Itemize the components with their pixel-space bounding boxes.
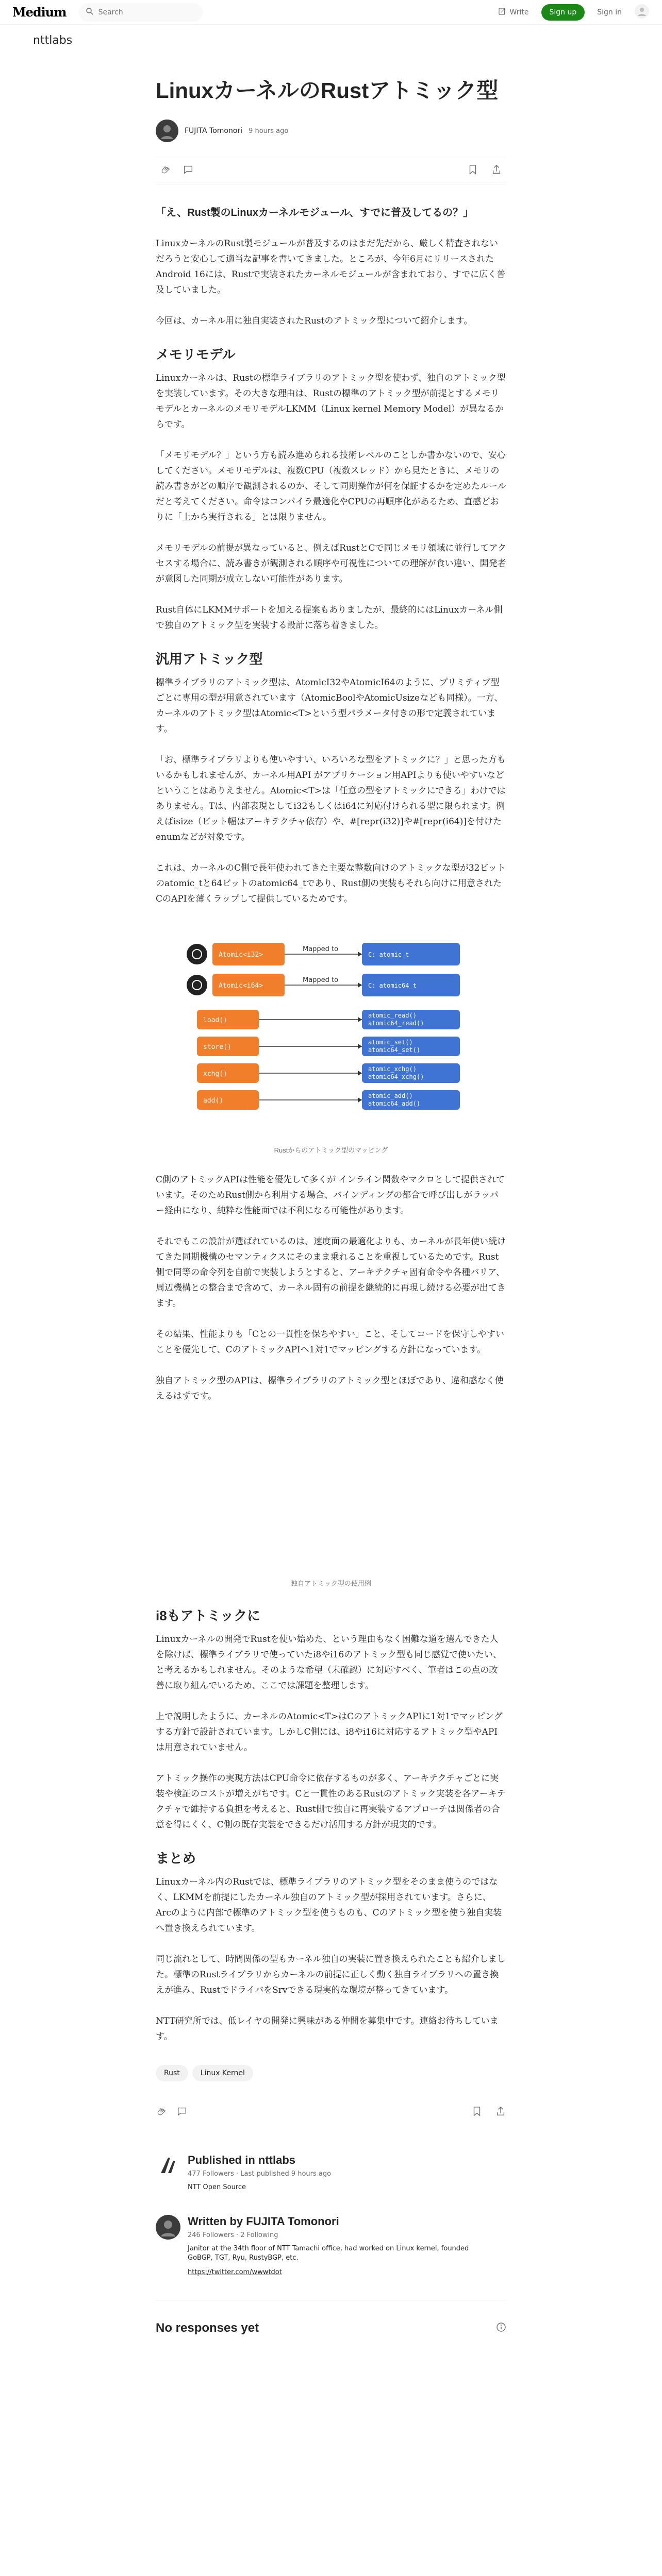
diagram-right-label: atomic_add() (368, 1092, 413, 1099)
atomic-mapping-diagram (176, 922, 486, 1139)
article (156, 77, 506, 2335)
publication-followers: 477 Followers (188, 2170, 234, 2178)
diagram-right-label: atomic64_set() (368, 1046, 421, 1054)
section-heading-i8: i8もアトミックに (156, 1608, 261, 1623)
diagram-left-label: xchg() (203, 1070, 227, 1078)
article-title: LinuxカーネルのRustアトミック型 (156, 78, 499, 103)
published-in-title[interactable]: Published in nttlabs (188, 2154, 296, 2166)
paragraph: NTT研究所では、低レイヤの開発に興味がある仲間を募集中です。連絡お待ちしています。 (156, 2016, 499, 2042)
author-avatar[interactable] (156, 120, 178, 142)
responses-title: No responses yet (156, 2321, 259, 2335)
mapped-to-label: Mapped to (303, 945, 339, 953)
mapping-figure (156, 922, 506, 1155)
rust-logo-icon (187, 944, 207, 964)
comment-button[interactable] (183, 164, 194, 177)
diagram-right-label: C: atomic_t (368, 951, 409, 958)
section-heading-memory-model: メモリモデル (156, 347, 236, 362)
paragraph: Linuxカーネルは、Rustの標準ライブラリのアトミック型を使わず、独自のアトミック型を実装しています。その大きな理由は、Rustの標準のアトミック型が前提とするメモリモデルとカーネルのメモリモデルLKMM（Linux kernel Memory Model）が異なるからです。 (156, 373, 506, 430)
diagram-arrow-head (358, 1097, 362, 1103)
rust-logo-icon (187, 975, 207, 995)
author-avatar-large[interactable] (156, 2215, 180, 2277)
author-link[interactable]: https://twitter.com/wwwtdot (188, 2268, 282, 2276)
diagram-right-label: atomic_read() (368, 1012, 417, 1019)
share-icon[interactable] (495, 2106, 506, 2119)
search-icon (85, 7, 94, 18)
user-icon[interactable] (634, 4, 650, 21)
publication-name[interactable]: nttlabs (33, 33, 73, 47)
diagram-right-label: atomic64_add() (368, 1100, 421, 1107)
paragraph: 上で説明したように、カーネルのAtomic<T>はCのアトミックAPIに1対1でマッピングする方針で設計されています。しかしC側には、i8やi16に対応するアトミック型やAPIは用意されていません。 (156, 1711, 503, 1753)
diagram-right-label: atomic64_xchg() (368, 1073, 424, 1080)
diagram-arrow-head (358, 1071, 362, 1076)
paragraph: メモリモデルの前提が異なっていると、例えばRustとCで同じメモリ領域に並行してアクセスする場合に、読み書きが観測される順序や可視性についての理解が食い違い、開発者が意図した同期が成立しない可能性があります。 (156, 543, 506, 584)
figure-caption: 独自アトミック型の使用例 (291, 1580, 371, 1587)
author-followers[interactable]: 246 Followers (188, 2231, 234, 2239)
diagram-left-label: load() (203, 1016, 227, 1024)
medium-logo[interactable]: Medium (12, 5, 67, 20)
diagram-arrow-head (358, 952, 362, 957)
diagram-arrow-head (358, 1017, 362, 1022)
paragraph: 独自アトミック型のAPIは、標準ライブラリのアトミック型とほぼであり、違和感なく使えるはずです。 (156, 1376, 504, 1401)
paragraph: それでもこの設計が選ばれているのは、速度面の最適化よりも、カーネルが長年使い続けてきた同期機構のセマンティクスにそのまま乗れることを重視しているためです。Rust側で同等の命令列を自前で実装しようとすると、アーキテクチャ固有命令や各種バリア、周辺機構との整合まで含めて、カーネル固有の前提を継続的に再現し続ける必要が出てきます。 (156, 1236, 506, 1309)
publication-card: Published in nttlabs 477 Followers · Last published 9 hours ago NTT Open Source (156, 2154, 506, 2192)
lead-paragraph: 「え、Rust製のLinuxカーネルモジュール、すでに普及してるの？」 (156, 207, 474, 218)
paragraph: 同じ流れとして、時間関係の型もカーネル独自の実装に置き換えられたことも紹介しました。標準のRustライブラリからカーネルの前提に正しく動く独自ライブラリへの置き換えが進み、RustでドライバをSrvできる現実的な環境が整ってきています。 (156, 1954, 506, 1995)
info-icon[interactable] (496, 2322, 506, 2334)
paragraph: アトミック操作の実現方法はCPU命令に依存するものが多く、アーキテクチャごとに実装や検証のコストが増えがちです。Cと一貫性のあるRustのアトミック実装を各アーキテクチャで維持する負担を考えると、Rust側で独自に再実装するアプローチは関係者の合意を得にくく、C側の既存実装をできるだけ活用する方針が現実的です。 (156, 1773, 506, 1830)
diagram-left-label: store() (203, 1043, 231, 1051)
diagram-right-label: atomic_xchg() (368, 1065, 417, 1073)
diagram-left-label: Atomic<i64> (219, 982, 263, 990)
paragraph: その結果、性能よりも「Cとの一貫性を保ちやすい」こと、そしてコードを保守しやすいことを優先して、CのアトミックAPIへ1対1でマッピングする方針になっています。 (156, 1329, 505, 1355)
diagram-arrow-head (358, 982, 362, 988)
diagram-left-label: Atomic<i32> (219, 951, 263, 959)
paragraph: 「お、標準ライブラリよりも使いやすい、いろいろな型をアトミックに？」と思った方もいるかもしれませんが、カーネル用API がアプリケーション用APIよりも使いやすいなどということはありえません。Atomic<T>は「任意の型をアトミックにできる」わけではありません。Tは、内部表現としてi32もしくはi64に対応付けられる型に限られます。例えばisize（ビット幅はアーキテクチャ依存）や、#[repr(i32)]や#[repr(i64)]を付けたenumなどが対象です。 (156, 755, 506, 842)
paragraph: 「メモリモデル？」という方も読み進められる技術レベルのことしか書かないので、安心してください。メモリモデルは、複数CPU（複数スレッド）から見たときに、メモリの読み書きがどの順序で観測されるのか、そして同期操作が何を保証するかを定めたルールだと考えてください。命令はコンパイラ最適化やCPUの再順序化があるため、直感どおりに「上から実行される」とは限りません。 (156, 450, 506, 522)
write-button[interactable] (498, 7, 529, 18)
tag-linux-kernel[interactable]: Linux Kernel (192, 2065, 253, 2081)
section-heading-summary: まとめ (156, 1851, 196, 1866)
bookmark-icon[interactable] (471, 2106, 483, 2119)
byline (156, 120, 506, 142)
search-input[interactable] (98, 8, 191, 16)
clap-icon[interactable] (156, 2106, 167, 2119)
paragraph: C側のアトミックAPIは性能を優先して多くが インライン関数やマクロとして提供されています。そのためRust側から利用する場合、バインディングの都合で呼び出しがラッパー経由になり、純粋な性能面では不利になる可能性があります。 (156, 1175, 505, 1216)
top-navigation (0, 0, 662, 25)
sign-in-link[interactable]: Sign in (597, 8, 622, 16)
code-figure (156, 1419, 506, 1588)
comment-icon (183, 164, 194, 177)
comment-icon[interactable] (176, 2106, 188, 2119)
bottom-action-bar (156, 2102, 506, 2123)
article-action-bar (156, 157, 506, 184)
tag-rust[interactable]: Rust (156, 2065, 188, 2081)
paragraph: 今回は、カーネル用に独自実装されたRustのアトミック型について紹介します。 (156, 316, 473, 326)
diagram-right-label: atomic64_read() (368, 1020, 424, 1027)
mapped-to-label: Mapped to (303, 976, 339, 984)
publish-date: 9 hours ago (249, 127, 289, 135)
diagram-right-label: atomic_set() (368, 1039, 413, 1046)
paragraph: 標準ライブラリのアトミック型は、AtomicI32やAtomicI64のように、プリミティブ型ごとに専用の型が用意されています（AtomicBoolやAtomicUsizeなども同様）。一方、カーネルのアトミック型はAtomic<T>という型パラメータ付きの形で定義されています。 (156, 677, 503, 734)
responses-section (156, 2300, 506, 2335)
paragraph: Rust自体にLKMMサポートを加える提案もありましたが、最終的にはLinuxカーネル側で独自のアトミック型を実装する設計に落ち着きました。 (156, 605, 503, 631)
diagram-left-label: add() (203, 1097, 224, 1105)
author-card: Written by FUJITA Tomonori 246 Followers · 2 Following Janitor at the 34th floor of NTT Tamachi office, had worked on Linux kernel, founded GoBGP, TGT, Ryu, RustyBGP, etc. https://twitter.com/wwwtdot (156, 2215, 506, 2277)
paragraph: LinuxカーネルのRust製モジュールが普及するのはまだ先だから、厳しく精査されないだろうと安心して適当な記事を書いてきました。ところが、今年6月にリリースされたAndroid 16には、Rustで実装されたカーネルモジュールが含まれており、すでに広く普及していました。 (156, 239, 506, 295)
publication-bar (0, 25, 662, 56)
section-heading-generic-atomic: 汎用アトミック型 (156, 651, 263, 667)
diagram-right-label: C: atomic64_t (368, 982, 417, 989)
author-name[interactable]: FUJITA Tomonori (185, 127, 243, 135)
paragraph: Linuxカーネルの開発でRustを使い始めた、という理由もなく困難な道を選んできた人を除けば、標準ライブラリで使っていたi8やi16のアトミック型も同じ感覚で使いたい、と考えるかもしれません。そのような希望（未確認）に対応すべく、筆者はこの点の改善に取り組んでいるため、ここでは課題を整理します。 (156, 1634, 502, 1691)
pencil-icon (498, 7, 507, 18)
figure-caption: Rustからのアトミック型のマッピング (274, 1146, 388, 1154)
paragraph: これは、カーネルのC側で長年使われてきた主要な整数向けのアトミックな型が32ビットのatomic_tと64ビットのatomic64_tであり、Rust側の実装もそれら向けに用意されたCのAPIを薄くラップして提供しているためです。 (156, 863, 506, 904)
author-bio: Janitor at the 34th floor of NTT Tamachi office, had worked on Linux kernel, founded GoBGP, TGT, Ryu, RustyBGP, etc. (188, 2245, 469, 2262)
diagram-arrow-head (358, 1044, 362, 1049)
paragraph: Linuxカーネル内のRustでは、標準ライブラリのアトミック型をそのまま使うのではなく、LKMMを前提にしたカーネル独自のアトミック型が採用されています。さらに、Arcのように内部で標準のアトミック型を使うものも、Cのアトミック型を使う独自実装へ置き換えられています。 (156, 1877, 502, 1934)
clap-button[interactable] (160, 164, 173, 177)
bookmark-icon[interactable] (467, 164, 478, 177)
publication-description: NTT Open Source (188, 2183, 246, 2191)
code-image-placeholder (156, 1419, 506, 1574)
written-by-title[interactable]: Written by FUJITA Tomonori (188, 2215, 339, 2228)
author-following[interactable]: 2 Following (240, 2231, 278, 2239)
share-icon[interactable] (491, 164, 502, 177)
tag-list (156, 2065, 506, 2081)
search-box[interactable] (79, 3, 203, 22)
sign-up-button[interactable]: Sign up (541, 4, 585, 21)
publication-logo-icon[interactable] (156, 2154, 180, 2192)
clap-icon (160, 164, 171, 177)
write-label: Write (509, 8, 529, 16)
last-published: Last published 9 hours ago (240, 2170, 332, 2178)
